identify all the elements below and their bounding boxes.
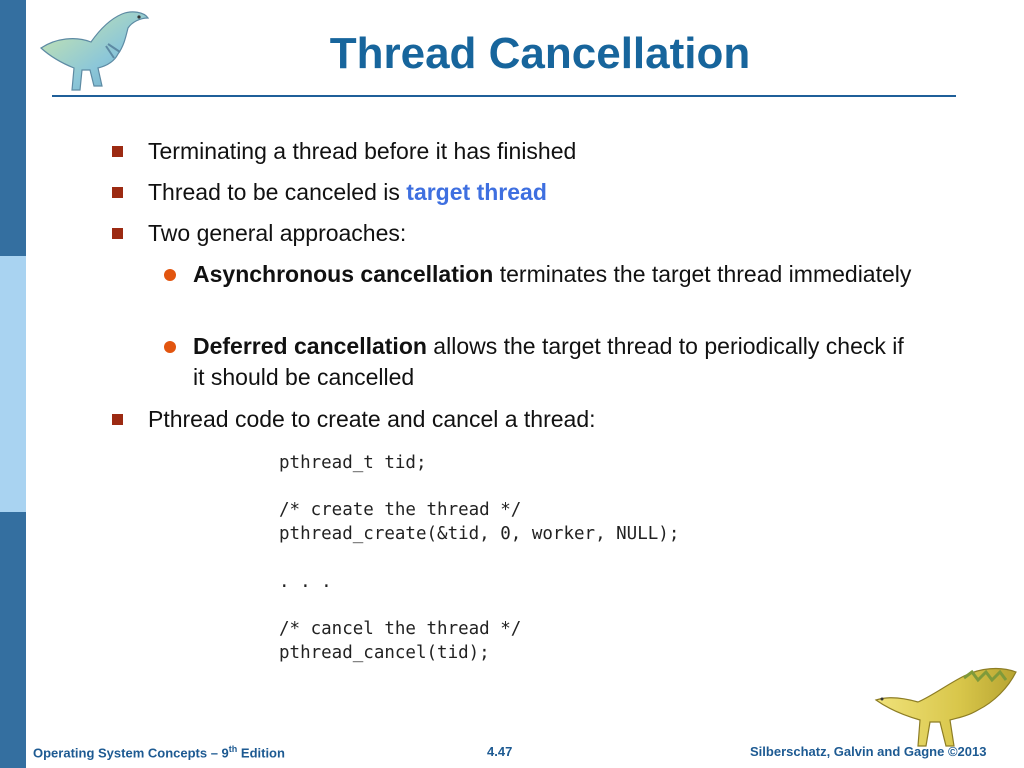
square-bullet-icon [112,187,123,198]
bullet-text: Terminating a thread before it has finished [148,138,577,164]
code-line: /* cancel the thread */ [279,618,522,639]
slide-title: Thread Cancellation [329,29,751,78]
bold-term: Deferred cancellation [193,333,427,359]
bullet-text: Pthread code to create and cancel a thread: [148,406,596,432]
dinosaur-logo-icon [868,658,1024,750]
code-line: /* create the thread */ [279,500,522,521]
code-line: pthread_t tid; [279,453,427,473]
sub-bullet-item [193,259,913,290]
footer-edition: Operating System Concepts – 9th Edition [33,744,285,761]
bullet-text: Thread to be canceled is [148,179,407,205]
footer-copyright: Silberschatz, Galvin and Gagne ©2013 [750,744,987,759]
sidebar-band-top [0,0,26,256]
bullet-text: terminates the target thread immediately [493,261,912,287]
bullet-text: Two general approaches: [148,220,407,246]
sidebar-band-middle [0,256,26,512]
bullet-text: allows the target thread to periodically check if it should be cancelled [193,333,904,390]
sidebar-band-bottom [0,512,26,768]
square-bullet-icon [112,228,123,239]
round-bullet-icon [164,341,176,353]
highlighted-term: target thread [406,179,547,205]
bullet-item [148,218,406,249]
square-bullet-icon [112,414,123,425]
square-bullet-icon [112,146,123,157]
sub-bullet-item [193,331,913,393]
bullet-item [148,177,547,208]
footer-page-number: 4.47 [487,744,513,759]
bullet-item [148,136,576,167]
code-line: pthread_create(&tid, 0, worker, NULL); [279,524,680,545]
round-bullet-icon [164,269,176,281]
code-line: pthread_cancel(tid); [279,642,490,663]
bullet-item [148,404,596,435]
title-divider [52,95,956,97]
code-block [279,452,679,665]
code-line: . . . [279,571,332,592]
bold-term: Asynchronous cancellation [193,261,494,287]
